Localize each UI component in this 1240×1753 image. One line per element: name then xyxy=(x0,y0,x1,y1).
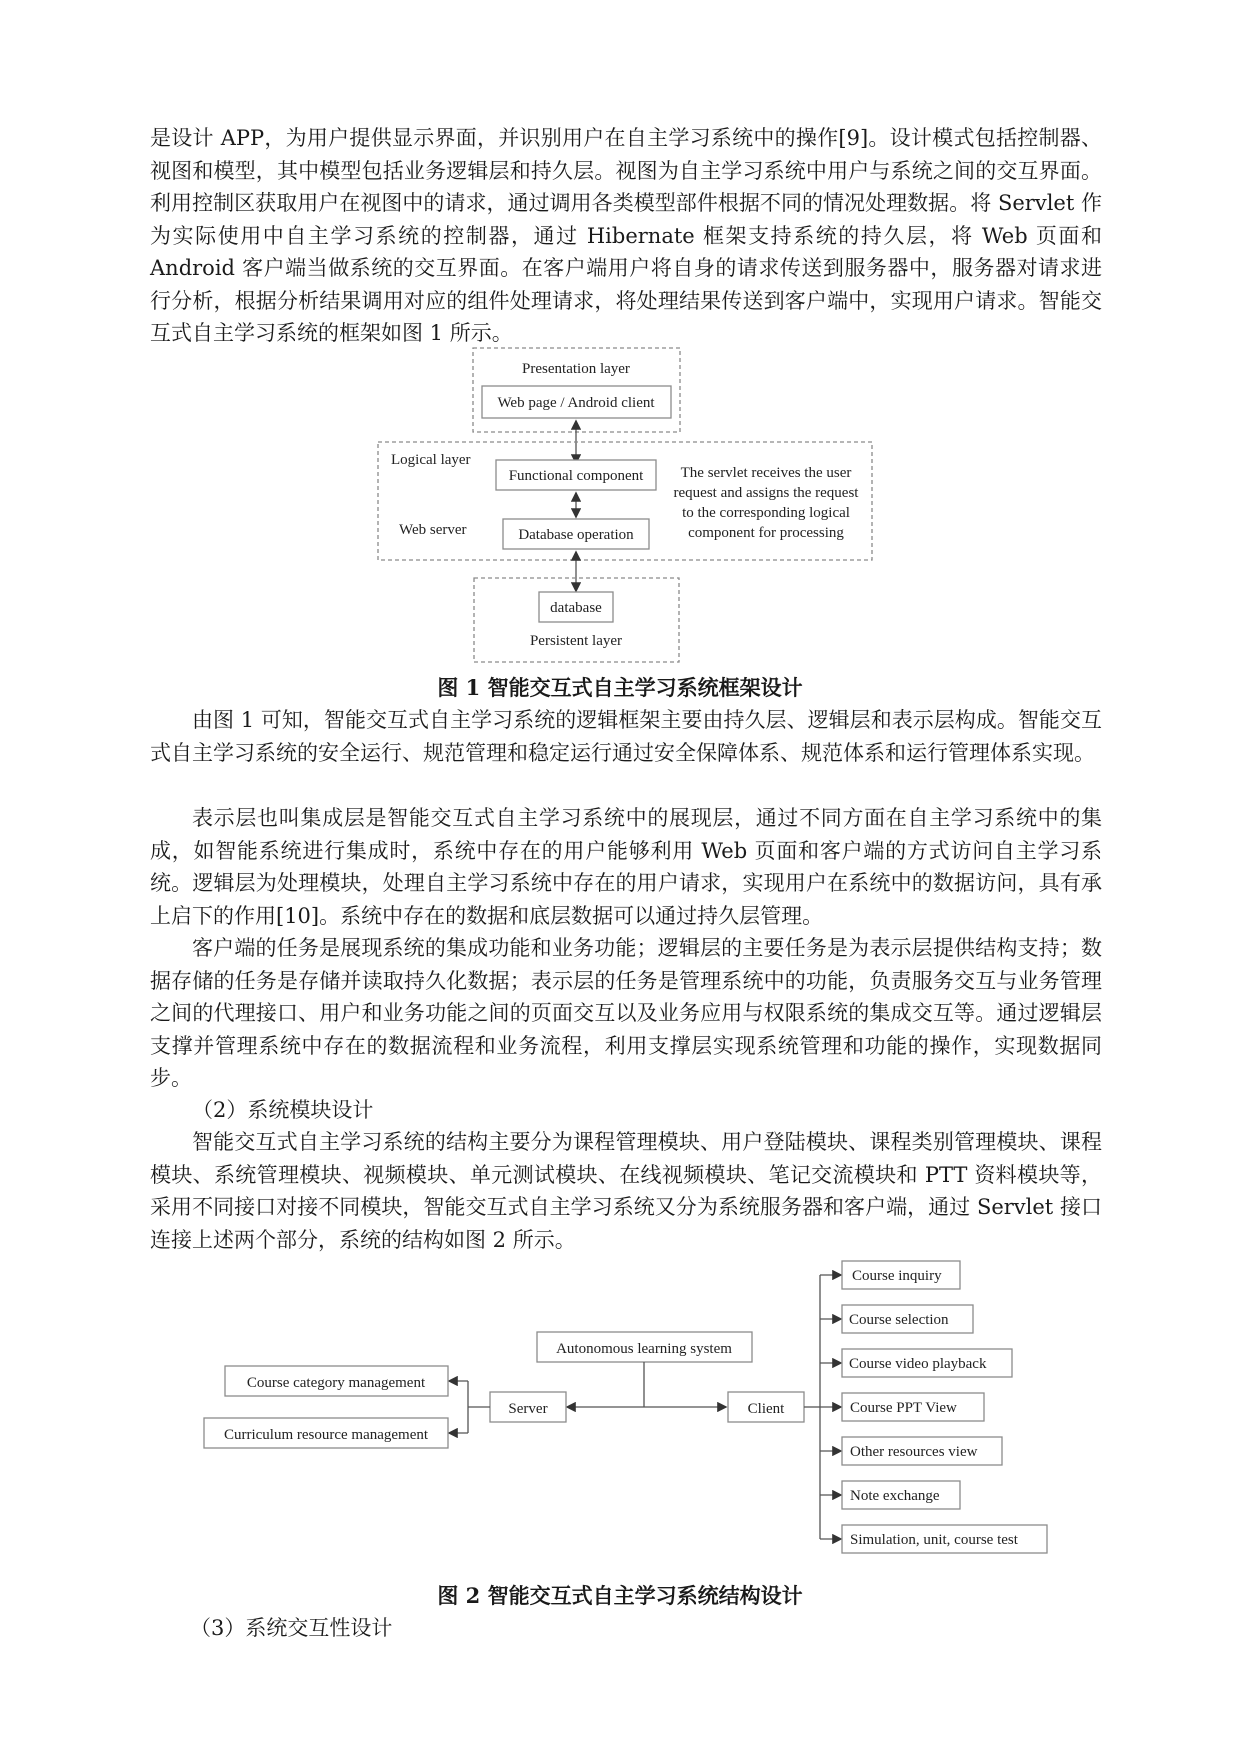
client-child-label-3: Course video playback xyxy=(849,1356,987,1372)
client-child-label-6: Note exchange xyxy=(850,1488,940,1504)
paragraph-module-structure: 智能交互式自主学习系统的结构主要分为课程管理模块、用户登陆模块、课程类别管理模块、课程模块、系统管理模块、视频模块、单元测试模块、在线视频模块、笔记交流模块和 PTT 资料模块等，采用不同接口对接不同模块，智能交互式自主学习系统又分为系统服务器和客户端，通过 Servlet 接口连接上述两个部分，系统的结构如图 2 所示。 xyxy=(150,1130,1102,1252)
servlet-note-line-2: request and assigns the request xyxy=(673,485,859,501)
client-node-label: Client xyxy=(747,1401,785,1417)
figure-2-structure-diagram xyxy=(0,1260,1240,1560)
database-operation-label: Database operation xyxy=(518,527,634,543)
database-label: database xyxy=(550,600,602,616)
presentation-layer-label: Presentation layer xyxy=(522,361,630,377)
root-node-label: Autonomous learning system xyxy=(556,1341,732,1357)
client-child-label-7: Simulation, unit, course test xyxy=(850,1532,1018,1548)
client-child-label-1: Course inquiry xyxy=(852,1268,942,1284)
heading-system-interaction-design: （3）系统交互性设计 xyxy=(190,1616,393,1640)
web-page-client-label: Web page / Android client xyxy=(497,395,655,411)
client-child-label-2: Course selection xyxy=(849,1312,949,1328)
paragraph-framework-intro: 是设计 APP，为用户提供显示界面，并识别用户在自主学习系统中的操作[9]。设计模式包括控制器、视图和模型，其中模型包括业务逻辑层和持久层。视图为自主学习系统中用户与系统之间的交互界面。利用控制区获取用户在视图中的请求，通过调用各类模型部件根据不同的情况处理数据。将 Servlet 作为实际使用中自主学习系统的控制器，通过 Hibernate 框架支持系统的持久层，将 Web 页面和 Android 客户端当做系统的交互界面。在客户端用户将自身的请求传送到服务器中，服务器对请求进行分析，根据分析结果调用对应的组件处理请求，将处理结果传送到客户端中，实现用户请求。智能交互式自主学习系统的框架如图 1 所示。 xyxy=(150,126,1102,345)
logical-layer-label: Logical layer xyxy=(391,452,471,468)
server-child-label-1: Course category management xyxy=(246,1375,426,1391)
functional-component-label: Functional component xyxy=(508,468,644,484)
servlet-note-line-3: to the corresponding logical xyxy=(682,505,850,521)
paragraph-presentation-layer: 表示层也叫集成层是智能交互式自主学习系统中的展现层，通过不同方面在自主学习系统中的集成，如智能系统进行集成时，系统中存在的用户能够利用 Web 页面和客户端的方式访问自主学习系统。逻辑层为处理模块，处理自主学习系统中存在的用户请求，实现用户在系统中的数据访问，具有承上启下的作用[10]。系统中存在的数据和底层数据可以通过持久层管理。 xyxy=(150,806,1102,928)
server-child-label-2: Curriculum resource management xyxy=(223,1427,429,1443)
paragraph-framework-summary: 由图 1 可知，智能交互式自主学习系统的逻辑框架主要由持久层、逻辑层和表示层构成。智能交互式自主学习系统的安全运行、规范管理和稳定运行通过安全保障体系、规范体系和运行管理体系实现。 xyxy=(150,708,1102,765)
client-child-label-5: Other resources view xyxy=(850,1444,978,1460)
server-node-label: Server xyxy=(508,1401,548,1417)
figure-1-framework-diagram xyxy=(0,340,1240,670)
servlet-note-line-1: The servlet receives the user xyxy=(680,465,852,481)
figure-2-caption: 图 2 智能交互式自主学习系统结构设计 xyxy=(437,1583,803,1608)
paragraph-client-tasks: 客户端的任务是展现系统的集成功能和业务功能；逻辑层的主要任务是为表示层提供结构支持；数据存储的任务是存储并读取持久化数据；表示层的任务是管理系统中的功能，负责服务交互与业务管理之间的代理接口、用户和业务功能之间的页面交互以及业务应用与权限系统的集成交互等。通过逻辑层支撑并管理系统中存在的数据流程和业务流程，利用支撑层实现系统管理和功能的操作，实现数据同步。 xyxy=(150,936,1102,1090)
servlet-note-line-4: component for processing xyxy=(688,525,844,541)
web-server-label: Web server xyxy=(399,522,467,538)
persistent-layer-label: Persistent layer xyxy=(529,633,623,649)
heading-system-module-design: （2）系统模块设计 xyxy=(192,1098,374,1122)
client-child-label-4: Course PPT View xyxy=(850,1400,957,1416)
figure-1-caption: 图 1 智能交互式自主学习系统框架设计 xyxy=(437,675,803,700)
